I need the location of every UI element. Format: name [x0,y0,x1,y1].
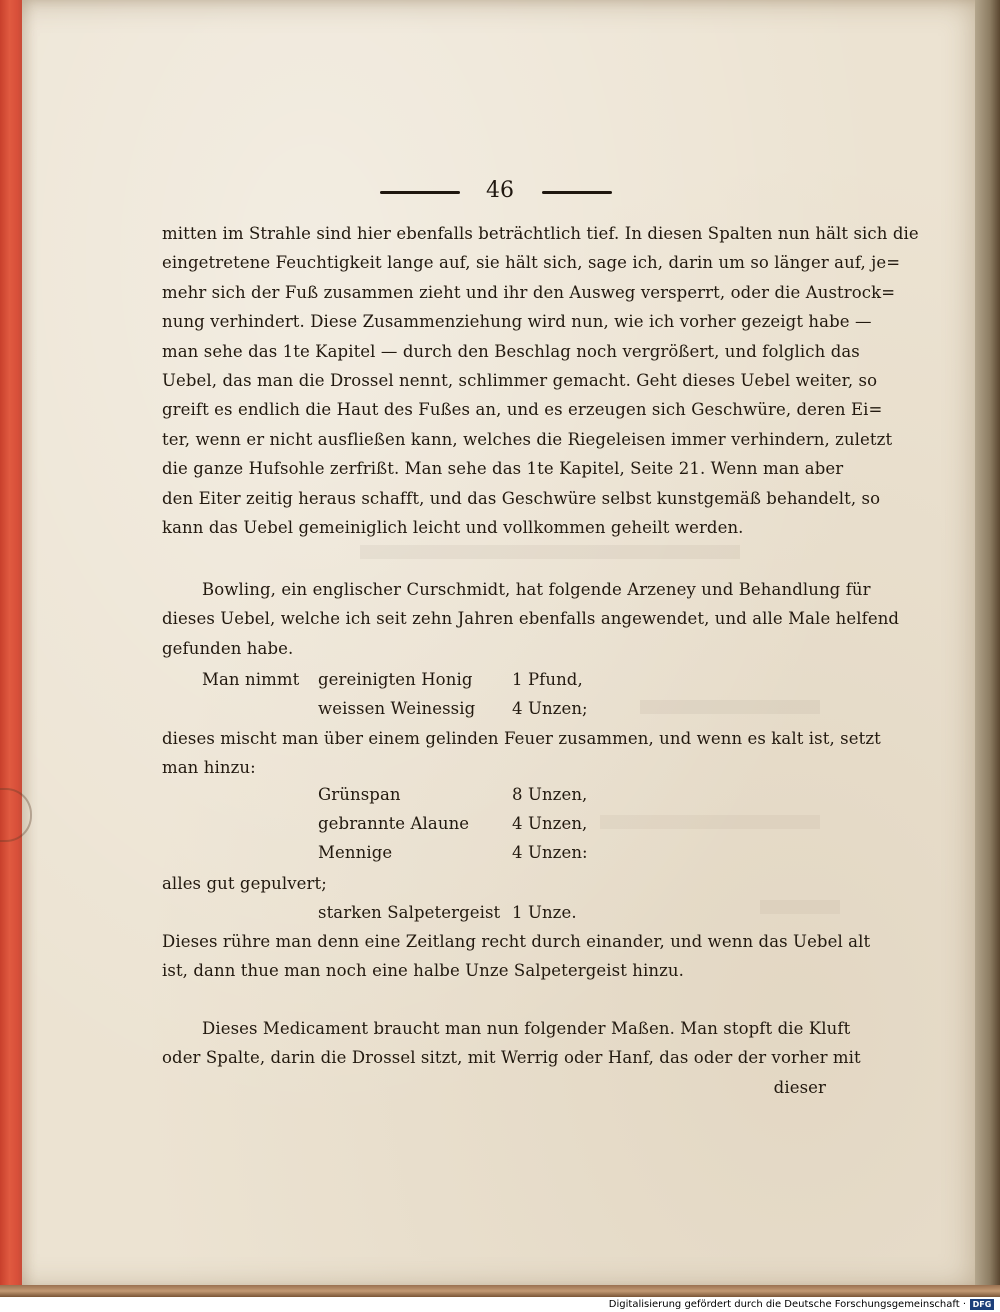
bleed-through-mark [600,815,820,829]
paragraph-1 [162,219,919,542]
text-line: dieses mischt man über einem gelinden Feuer zusammen, und wenn es kalt ist, setzt [162,729,881,748]
text-line: man sehe das 1te Kapitel — durch den Beschlag noch vergrößert, und folglich das [162,341,860,361]
powdered-note: alles gut gepulvert; [162,874,327,893]
text-line: den Eiter zeitig heraus schafft, und das Geschwüre selbst kunstgemäß behandelt, so [162,488,881,508]
text-line: greift es endlich die Haut des Fußes an, und es erzeugen sich Geschwüre, deren Ei= [162,400,883,420]
book-bottom-edge [0,1285,1000,1297]
mixing-instruction [162,724,881,783]
paragraph-2 [162,575,900,663]
text-line: mitten im Strahle sind hier ebenfalls beträchtlich tief. In diesen Spalten nun hält sich die [162,224,919,243]
text-line: man hinzu: [162,758,256,778]
red-book-edge [0,0,24,1295]
recipe-item: Grünspan [318,785,401,804]
text-line: ist, dann thue man noch eine halbe Unze Salpetergeist hinzu. [162,961,684,981]
recipe-quantity: 4 Unzen: [512,843,588,862]
text-line: oder Spalte, darin die Drossel sitzt, mit Werrig oder Hanf, das oder der vorher mit [162,1048,861,1068]
text-line: Bowling, ein englischer Curschmidt, hat folgende Arzeney und Behandlung für [202,580,871,599]
recipe-item: weissen Weinessig [318,699,476,718]
recipe-item: gebrannte Alaune [318,814,470,833]
book-spine-edge [975,0,1000,1290]
text-line: die ganze Hufsohle zerfrißt. Man sehe das 1te Kapitel, Seite 21. Wenn man aber [162,459,844,479]
text-line: gefunden habe. [162,638,294,658]
text-line: Dieses rühre man denn eine Zeitlang recht durch einander, und wenn das Uebel alt [162,932,871,951]
funding-credit: Digitalisierung gefördert durch die Deutsche Forschungsgemeinschaft · [608,1299,966,1310]
recipe-quantity: 1 Unze. [512,903,577,922]
recipe-item: starken Salpetergeist [318,903,501,922]
page-header [370,178,620,204]
catchword: dieser [773,1077,826,1097]
paragraph-4 [162,1014,861,1102]
text-line: ter, wenn er nicht ausfließen kann, welches die Riegeleisen immer verhindern, zuletzt [162,429,893,449]
bleed-through-mark [640,700,820,714]
text-line: Uebel, das man die Drossel nennt, schlimmer gemacht. Geht dieses Uebel weiter, so [162,370,878,390]
text-line: kann das Uebel gemeiniglich leicht und vollkommen geheilt werden. [162,517,744,537]
recipe-quantity: 4 Unzen, [512,814,588,833]
paragraph-3 [162,927,871,986]
text-line: Dieses Medicament braucht man nun folgender Maßen. Man stopft die Kluft [202,1019,851,1038]
text-line: eingetretene Feuchtigkeit lange auf, sie hält sich, sage ich, darin um so länger auf, je= [162,253,901,273]
bleed-through-mark [360,545,740,559]
dfg-logo-icon: DFG [970,1299,994,1310]
text-line: dieses Uebel, welche ich seit zehn Jahren ebenfalls angewendet, und alle Male helfend [162,609,900,629]
recipe-quantity: 4 Unzen; [512,699,588,718]
recipe-item: Mennige [318,843,393,862]
header-rule-right [542,191,612,194]
recipe-item: gereinigten Honig [318,670,473,689]
text-line: mehr sich der Fuß zusammen zieht und ihr den Ausweg versperrt, oder die Austrock= [162,282,896,302]
text-line: nung verhindert. Diese Zusammenziehung wird nun, wie ich vorher gezeigt habe — [162,312,872,332]
recipe-quantity: 1 Pfund, [512,670,583,689]
page-number: 46 [486,178,514,203]
header-rule-left [380,191,460,194]
bleed-through-mark [760,900,840,914]
recipe-quantity: 8 Unzen, [512,785,588,804]
recipe-intro: Man nimmt [202,670,300,689]
